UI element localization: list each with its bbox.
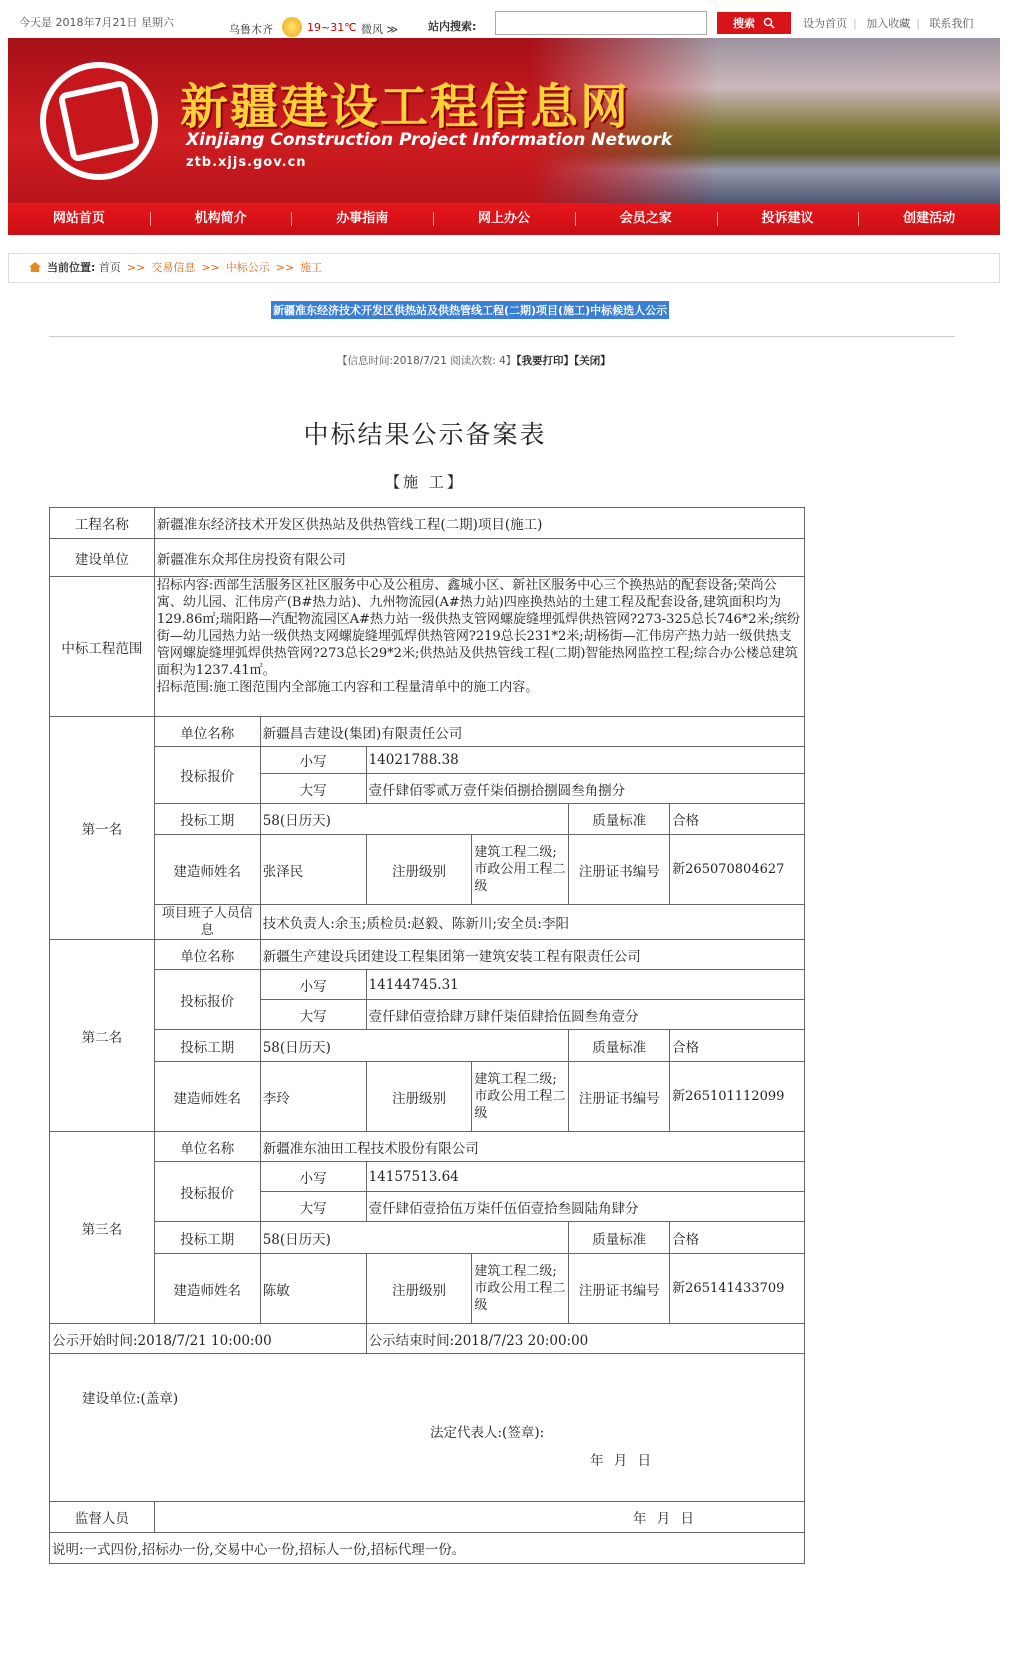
breadcrumb-construction[interactable]: 施工 (300, 261, 323, 274)
rank-2-unit: 新疆生产建设兵团建设工程集团第一建筑安装工程有限责任公司 (260, 940, 804, 970)
builder-name: 新疆准东众邦住房投资有限公司 (154, 539, 804, 577)
table-cell: 质量标准 (569, 1222, 670, 1254)
rank-2-architect: 李玲 (260, 1062, 366, 1132)
table-cell: 质量标准 (569, 804, 670, 835)
rank-1-architect: 张泽民 (260, 835, 366, 905)
weather-temp: 19~31℃ (307, 21, 357, 34)
breadcrumb (8, 253, 1000, 283)
add-favorite-link[interactable]: 加入收藏 (866, 17, 911, 30)
table-cell: 建设单位 (50, 539, 155, 577)
article-title: 新疆准东经济技术开发区供热站及供热管线工程(二期)项目(施工)中标候选人公示 (271, 301, 669, 319)
table-cell: 投标报价 (154, 970, 260, 1030)
search-button[interactable] (717, 12, 791, 34)
rank-3-label: 第三名 (50, 1132, 155, 1324)
print-link[interactable]: 【我要打印】 (516, 355, 575, 367)
table-cell: 投标报价 (154, 747, 260, 804)
text: >> (126, 261, 146, 274)
rank-2-small: 14144745.31 (366, 970, 804, 1000)
table-cell: 大写 (260, 1000, 366, 1030)
rank-1-level: 建筑工程二级;市政公用工程二级 (472, 835, 569, 905)
rank-1-big: 壹仟肆佰零贰万壹仟柒佰捌拾捌圆叁角捌分 (366, 774, 804, 804)
table-cell: 大写 (260, 774, 366, 804)
nav-home[interactable]: 网站首页 (52, 211, 105, 226)
rank-1-team: 技术负责人:余玉;质检员:赵毅、陈新川;安全员:李阳 (260, 905, 804, 940)
rank-3-small: 14157513.64 (366, 1162, 804, 1192)
award-table (49, 507, 805, 1564)
rank-2-cert: 新265101112099 (670, 1062, 805, 1132)
breadcrumb-trade-info[interactable]: 交易信息 (151, 261, 196, 274)
table-cell: 工程名称 (50, 508, 155, 539)
rank-3-quality: 合格 (670, 1222, 805, 1254)
table-cell: 注册级别 (366, 1062, 472, 1132)
sun-icon (282, 17, 302, 37)
rank-1-period: 58(日历天) (260, 804, 569, 835)
rank-1-quality: 合格 (670, 804, 805, 835)
nav-activities[interactable]: 创建活动 (858, 203, 1000, 235)
rank-2-big: 壹仟肆佰壹拾肆万肆仟柒佰肆拾伍圆叁角壹分 (366, 1000, 804, 1030)
publicity-start: 公示开始时间:2018/7/21 10:00:00 (50, 1324, 367, 1354)
table-cell: 注册级别 (366, 1254, 472, 1324)
breadcrumb-award-notice[interactable]: 中标公示 (225, 261, 270, 274)
text: >> (201, 261, 220, 274)
signature-area (50, 1354, 805, 1502)
top-links: 设为首页 | 加入收藏 | 联系我们 (803, 17, 974, 30)
supervisor-date: 年 月 日 (154, 1502, 804, 1533)
table-cell: 建造师姓名 (154, 1254, 260, 1324)
table-cell: 项目班子人员信息 (154, 905, 260, 940)
table-cell: 中标工程范围 (50, 577, 155, 717)
table-cell: 注册证书编号 (569, 1062, 670, 1132)
info-time: 【信息时间:2018/7/21 阅读次数: 4】 (337, 355, 517, 367)
search-label: 站内搜索: (428, 20, 477, 33)
table-cell: 小写 (260, 747, 366, 774)
set-home-link[interactable]: 设为首页 (803, 17, 847, 30)
rank-2-label: 第二名 (50, 940, 155, 1132)
rank-1-unit: 新疆昌吉建设(集团)有限责任公司 (260, 717, 804, 747)
nav-members[interactable]: 会员之家 (575, 203, 717, 235)
rank-1-small: 14021788.38 (366, 747, 804, 774)
contact-link[interactable]: 联系我们 (929, 17, 974, 30)
nav-complaints[interactable]: 投诉建议 (717, 203, 859, 235)
nav-online-office[interactable]: 网上办公 (433, 203, 575, 235)
table-cell: 小写 (260, 970, 366, 1000)
site-logo (40, 62, 158, 180)
main-nav (8, 203, 1000, 235)
rank-3-level: 建筑工程二级;市政公用工程二级 (472, 1254, 569, 1324)
site-title: 新疆建设工程信息网 (180, 79, 631, 135)
search-button-label: 搜索 (733, 18, 755, 30)
table-cell: 质量标准 (569, 1030, 670, 1062)
table-cell: 单位名称 (154, 940, 260, 970)
article-meta (337, 353, 611, 368)
sign-date: 年 月 日 (590, 1453, 652, 1469)
note: 说明:一式四份,招标办一份,交易中心一份,招标人一份,招标代理一份。 (50, 1533, 805, 1564)
table-cell: 监督人员 (50, 1502, 155, 1533)
current-date: 今天是 2018年7月21日 星期六 (19, 16, 174, 29)
site-subtitle: Xinjiang Construction Project Information Network (186, 130, 673, 150)
site-banner (8, 38, 1000, 203)
rank-3-unit: 新疆准东油田工程技术股份有限公司 (260, 1132, 804, 1162)
rank-3-architect: 陈敏 (260, 1254, 366, 1324)
table-cell: 注册级别 (366, 835, 472, 905)
table-cell: 注册证书编号 (569, 1254, 670, 1324)
table-cell: 投标报价 (154, 1162, 260, 1222)
rank-2-period: 58(日历天) (260, 1030, 569, 1062)
table-cell: 建造师姓名 (154, 835, 260, 905)
table-cell: 投标工期 (154, 1222, 260, 1254)
breadcrumb-label: 当前位置: (47, 261, 96, 274)
weather-wind: 微风 ≫ (361, 23, 399, 36)
doc-title: 中标结果公示备案表 (303, 420, 547, 449)
rank-2-level: 建筑工程二级;市政公用工程二级 (472, 1062, 569, 1132)
search-icon (763, 17, 775, 29)
nav-guide[interactable]: 办事指南 (291, 203, 433, 235)
legal-rep-line: 法定代表人:(签章): (430, 1425, 545, 1441)
rank-3-period: 58(日历天) (260, 1222, 569, 1254)
weather-city: 乌鲁木齐 (229, 23, 273, 36)
close-link[interactable]: 【关闭】 (574, 355, 611, 367)
table-cell: 投标工期 (154, 804, 260, 835)
seal-line: 建设单位:(盖章) (82, 1391, 179, 1407)
rank-3-big: 壹仟肆佰壹拾伍万柒仟伍佰壹拾叁圆陆角肆分 (366, 1192, 804, 1222)
rank-1-label: 第一名 (50, 717, 155, 940)
home-icon (29, 262, 41, 272)
breadcrumb-home[interactable]: 首页 (98, 261, 121, 274)
table-cell: 单位名称 (154, 1132, 260, 1162)
table-cell: 投标工期 (154, 1030, 260, 1062)
rank-1-cert: 新265070804627 (670, 835, 805, 905)
doc-subtitle: 【施 工】 (385, 473, 465, 491)
table-cell: 建造师姓名 (154, 1062, 260, 1132)
rank-2-quality: 合格 (670, 1030, 805, 1062)
divider (49, 336, 955, 337)
scope-text: 招标内容:西部生活服务区社区服务中心及公租房、鑫城小区、新社区服务中心三个换热站的配套设备;荣尚公寓、幼儿园、汇伟房产(B#热力站)、九州物流园(A#热力站)四座换热站的土建工程及配套设备,建筑面积均为129.86㎡;瑞阳路—汽配物流园区A#热力站一级供热支管网螺旋缝埋弧焊供热管网?273-325总长746*2米;缤纷街—幼儿园热力站一级供热支网螺旋缝埋弧焊供热管网?219总长231*2米;胡杨街—汇伟房产热力站一级供热支管网螺旋缝埋弧焊供热管网?273总长29*2米;供热站及供热管线工程(二期)智能热网监控工程;综合办公楼总建筑面积为1237.41㎡。 招标范围:施工图范围内全部施工内容和工程量清单中的施工内容。 (154, 577, 804, 717)
search-input[interactable] (495, 11, 707, 35)
rank-3-cert: 新265141433709 (670, 1254, 805, 1324)
text: >> (275, 261, 295, 274)
table-cell: 注册证书编号 (569, 835, 670, 905)
project-name: 新疆准东经济技术开发区供热站及供热管线工程(二期)项目(施工) (154, 508, 804, 539)
table-cell: 小写 (260, 1162, 366, 1192)
site-url: ztb.xjjs.gov.cn (186, 155, 307, 170)
table-cell: 单位名称 (154, 717, 260, 747)
table-cell: 大写 (260, 1192, 366, 1222)
publicity-end: 公示结束时间:2018/7/23 20:00:00 (366, 1324, 804, 1354)
nav-about[interactable]: 机构简介 (150, 203, 292, 235)
top-bar (0, 0, 1021, 40)
